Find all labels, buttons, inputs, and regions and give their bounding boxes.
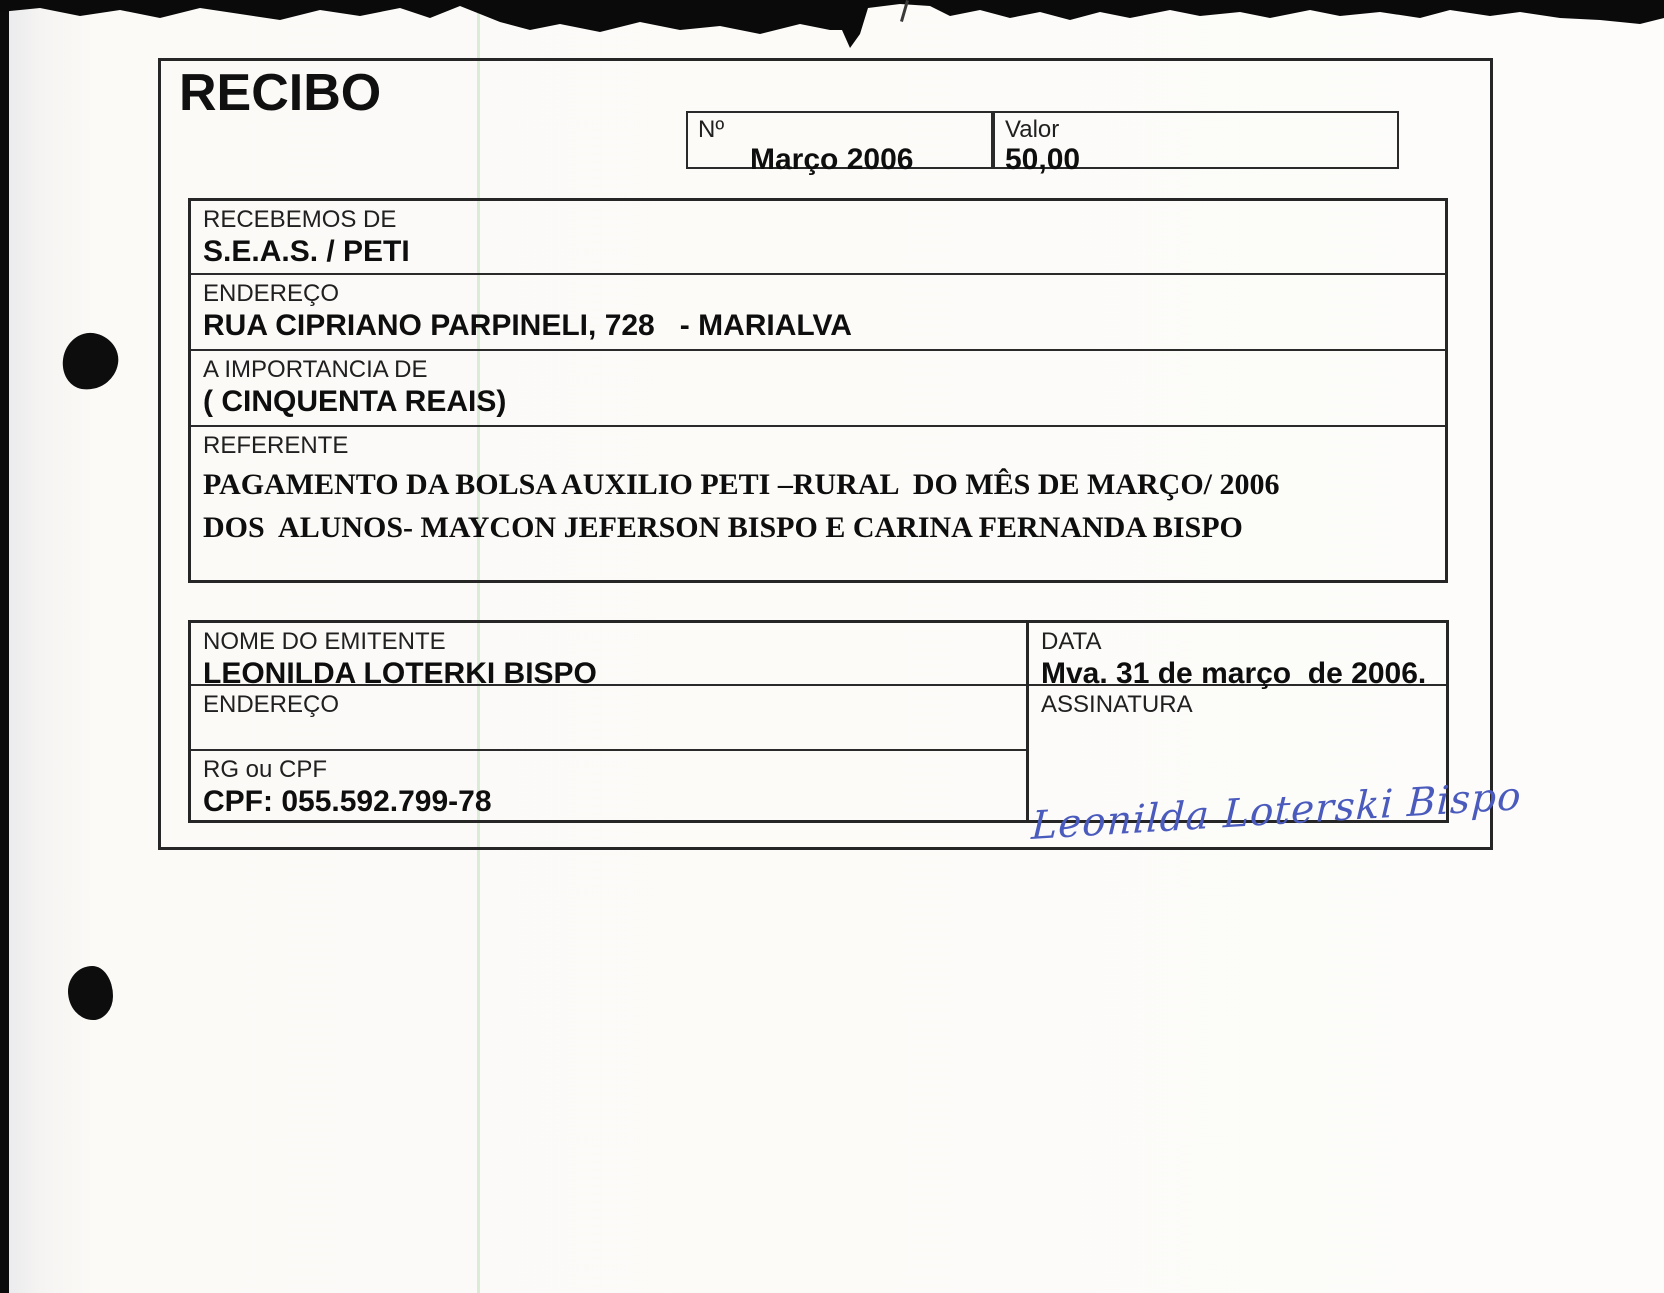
receipt-number-value: Março 2006 [750,142,914,176]
signature-cell [1029,686,1523,850]
reference-text [203,463,1433,550]
amount-in-words-value: ( CINQUENTA REAIS) [203,384,507,418]
issuer-name-value: LEONILDA LOTERKI BISPO [203,656,597,690]
issuer-right-column [1026,623,1523,850]
address-row [191,275,1445,351]
reference-line-2: DOS ALUNOS- MAYCON JEFERSON BISPO E CARINA FERNANDA BISPO [203,511,1243,545]
issuer-id-value: CPF: 055.592.799-78 [203,785,492,818]
reference-row [191,427,1445,577]
receipt-value-box [993,111,1399,176]
date-cell [1029,623,1446,690]
issuer-block [188,620,1523,850]
receipt-value-label: Valor [1005,116,1060,143]
date-label: DATA [1041,628,1102,655]
receipt-number-label: Nº [698,116,725,143]
punch-hole-top [59,329,122,394]
received-from-row [191,201,1445,275]
address-label: ENDEREÇO [203,280,340,307]
issuer-id-cell [191,751,1026,820]
issuer-name-label: NOME DO EMITENTE [203,628,446,655]
receipt-form [158,58,1523,850]
reference-line-1: PAGAMENTO DA BOLSA AUXILIO PETI –RURAL DO MÊS DE MARÇO/ 2006 [203,467,1280,501]
receipt-number-box [686,111,993,176]
issuer-id-label: RG ou CPF [203,756,328,784]
received-from-label: RECEBEMOS DE [203,206,397,233]
receipt-main-block [188,198,1448,583]
amount-in-words-row [191,351,1445,427]
signature-handwriting: Leonilda Loterski Bispo [1030,773,1523,850]
issuer-address-label: ENDEREÇO [203,691,340,718]
scan-edge-left [0,0,9,1293]
amount-in-words-label: A IMPORTANCIA DE [203,356,428,383]
torn-paper-edge [0,0,1664,60]
issuer-left-column [191,623,1026,820]
receipt-title: RECIBO [179,64,382,122]
address-value: RUA CIPRIANO PARPINELI, 728 - MARIALVA [203,308,852,342]
signature-label: ASSINATURA [1041,691,1193,718]
punch-hole-bottom [68,966,113,1020]
received-from-value: S.E.A.S. / PETI [203,234,410,268]
issuer-address-cell [191,686,1026,751]
reference-label: REFERENTE [203,432,349,459]
date-value: Mva. 31 de março de 2006. [1041,656,1427,690]
receipt-value-amount: 50,00 [1005,142,1081,176]
issuer-name-cell [191,623,1026,690]
